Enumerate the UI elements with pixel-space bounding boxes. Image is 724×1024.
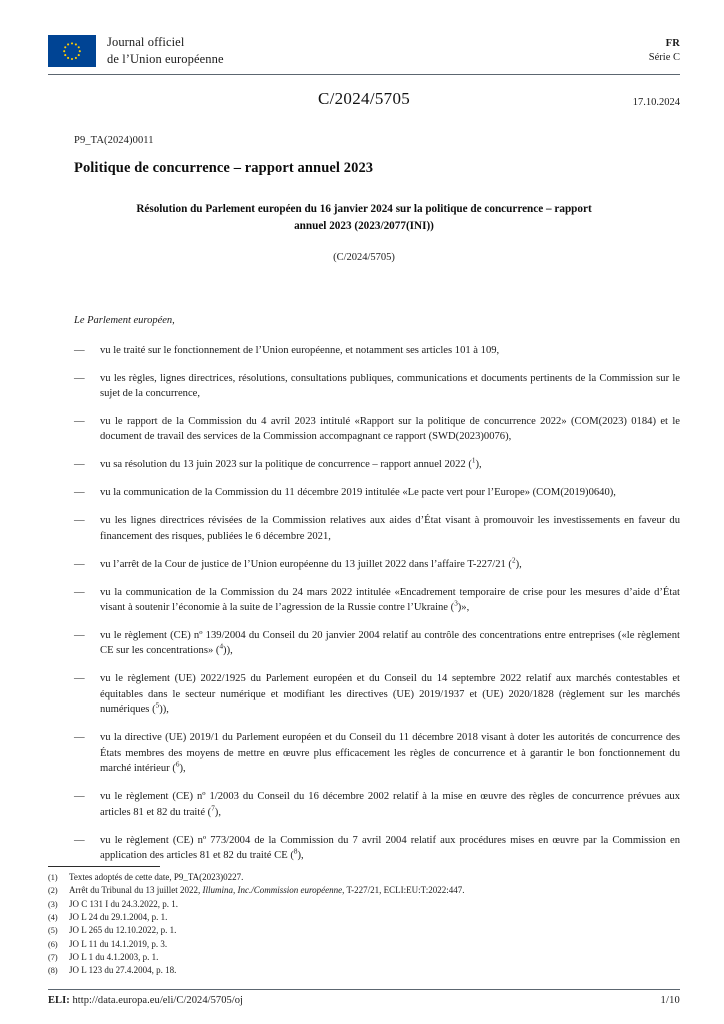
footnote-item: [48, 924, 680, 937]
recital-item: [74, 343, 680, 358]
recital-item: [74, 485, 680, 500]
document-subtitle: [48, 201, 680, 235]
recital-text-tail: ),: [297, 850, 304, 862]
procedure-reference: (C/2024/5705): [333, 251, 395, 263]
recital-text: vu sa résolution du 13 juin 2023 sur la politique de concurrence – rapport annuel 2022 ($^1$),: [100, 456, 482, 471]
footnote-number: (6): [48, 939, 58, 949]
recital-dash: —: [74, 834, 85, 846]
recital-item: [74, 457, 680, 472]
eli-label: ELI:: [48, 995, 73, 1006]
recital-text: vu le rapport de la Commission du 4 avril 2023 intitulé «Rapport sur la politique de concurrence 2022» (COM(2023) 0184) et le document de travail des services de la Commission accompagnant ce rapport (SWD(2023)0076),: [100, 415, 680, 443]
recital-dash: —: [74, 673, 85, 685]
recital-text: vu l’arrêt de la Cour de justice de l’Union européenne du 13 juillet 2022 dans l’affaire T-227/21 ($^2$),: [100, 556, 522, 570]
journal-name-line1: Journal officiel: [107, 35, 185, 49]
footnote-text-pre: Arrêt du Tribunal du 13 juillet 2022,: [69, 885, 203, 896]
footnote-item: [48, 964, 680, 977]
recital-item: [74, 730, 680, 776]
document-date: 17.10.2024: [632, 97, 680, 108]
footnote-text-post: , T-227/21, ECLI:EU:T:2022:447.: [342, 885, 465, 896]
eu-flag-icon: [48, 35, 96, 67]
footnote-marker[interactable]: 1: [471, 456, 476, 465]
footnote-marker[interactable]: 7: [211, 804, 215, 813]
footnote-text: JO L 265 du 12.10.2022, p. 1.: [69, 925, 177, 936]
footnote-marker[interactable]: 6: [175, 760, 180, 769]
footnote-number: (4): [48, 912, 58, 922]
recital-text: vu la communication de la Commission du 24 mars 2022 intitulée «Encadrement temporaire de crise pour les mesures d’aide d’État visant à soutenir l’économie à la suite de l’agression de la Russie contre l’Ukraine ($^3$)»,: [100, 586, 680, 614]
recital-text: vu le traité sur le fonctionnement de l’Union européenne, et notamment ses articles 101 à 109,: [100, 344, 500, 356]
recital-item: [74, 557, 680, 572]
footnote-text: JO L 24 du 29.1.2004, p. 1.: [69, 911, 168, 922]
header-divider: [48, 74, 680, 75]
eli-url[interactable]: http://data.europa.eu/eli/C/2024/5705/oj: [72, 995, 244, 1006]
recital-text: vu le règlement (CE) nº 139/2004 du Conseil du 20 janvier 2004 relatif au contrôle des concentrations entre entreprises («le règlement CE sur les concentrations» ($^4$)),: [100, 630, 680, 657]
footnote-text: JO L 11 du 14.1.2019, p. 3.: [69, 938, 168, 949]
recital-item: [74, 628, 680, 659]
footnote-number: (2): [48, 886, 58, 896]
footnote-number: (5): [48, 926, 58, 936]
footnote-text: Textes adoptés de cette date, P9_TA(2023)0227.: [69, 872, 244, 882]
masthead-branding: [48, 34, 224, 67]
recital-dash: —: [74, 487, 85, 499]
recital-item: [74, 789, 680, 820]
recital-text-tail: ),: [214, 806, 221, 818]
page-content: [48, 34, 680, 1010]
masthead: [48, 34, 680, 71]
recital-text-tail: ),: [475, 459, 482, 471]
footnote-marker[interactable]: 3: [454, 599, 458, 608]
recital-item: [74, 414, 680, 445]
footnote-number: (7): [48, 952, 58, 962]
document-id-row: [48, 89, 680, 109]
recital-text: vu le règlement (CE) nº 773/2004 de la Commission du 7 avril 2004 relatif aux procédures mises en œuvre par la Commission en application des articles 81 et 82 du traité CE ($^8$),: [100, 834, 680, 862]
footnote-item: [48, 871, 680, 884]
footnote-item: [48, 884, 680, 897]
footer-divider: [48, 989, 680, 990]
recital-text: vu le règlement (CE) nº 1/2003 du Conseil du 16 décembre 2002 relatif à la mise en œuvre des règles de concurrence prévues aux articles 81 et 82 du traité ($^7$),: [100, 791, 680, 818]
recital-dash: —: [74, 791, 85, 803]
footnote-item: [48, 938, 680, 951]
footer-row: [48, 995, 680, 1006]
preamble-text: Le Parlement européen,: [74, 314, 175, 326]
recital-list: [74, 343, 680, 864]
document-body: [48, 315, 680, 864]
recital-text-tail: )»,: [457, 602, 470, 614]
recital-item: [74, 585, 680, 616]
footnote-text: JO L 1 du 4.1.2003, p. 1.: [69, 951, 159, 962]
subtitle-line-1: Résolution du Parlement européen du 16 janvier 2024 sur la politique de concurrence – rapport: [136, 203, 592, 215]
recital-dash: —: [74, 630, 85, 642]
footnote-item: [48, 898, 680, 911]
page-footer: [48, 989, 680, 1006]
footnote-case-name: Illumina, Inc./Commission européenne: [202, 885, 343, 896]
footnote-text: JO C 131 I du 24.3.2022, p. 1.: [69, 898, 179, 909]
masthead-meta: [649, 34, 680, 65]
eli-identifier: [48, 995, 243, 1006]
footnote-list: [48, 871, 680, 978]
footnote-marker[interactable]: 5: [155, 701, 160, 710]
footnote-marker[interactable]: 8: [293, 847, 298, 856]
footnote-number: (1): [48, 873, 58, 882]
recital-dash: —: [74, 344, 85, 356]
ta-reference: P9_TA(2024)0011: [74, 135, 154, 146]
recital-text: vu les règles, lignes directrices, résolutions, consultations publiques, communications et documents pertinents de la Commission sur le sujet de la concurrence,: [100, 372, 680, 399]
recital-text: vu le règlement (UE) 2022/1925 du Parlement européen et du Conseil du 14 septembre 2022 relatif aux marchés contestables et équitables dans le secteur numérique et modifiant les directives (UE) 2019/1937 et (UE) 2020/1828 (règlement sur les marchés numériques ($^5$)),: [100, 673, 680, 716]
recital-item: [74, 833, 680, 864]
recital-dash: —: [74, 459, 85, 471]
recital-item: [74, 513, 680, 544]
recital-dash: —: [74, 515, 85, 527]
recital-dash: —: [74, 586, 85, 598]
recital-text: vu la communication de la Commission du 11 décembre 2019 intitulée «Le pacte vert pour l’Europe» (COM(2019)0640),: [100, 487, 616, 499]
footnote-number: (3): [48, 899, 58, 909]
recital-text-tail: )),: [223, 645, 233, 657]
recital-item: [74, 371, 680, 402]
recital-item: [74, 671, 680, 717]
footnote-marker[interactable]: 4: [219, 642, 224, 651]
recital-text-tail: ),: [515, 558, 522, 570]
recital-dash: —: [74, 415, 85, 427]
recital-dash: —: [74, 732, 85, 744]
footnote-text: JO L 123 du 27.4.2004, p. 18.: [69, 965, 177, 976]
recital-text-tail: )),: [159, 704, 169, 716]
footnote-item: [48, 911, 680, 924]
recital-text-tail: ),: [179, 763, 186, 775]
journal-name-line2: de l’Union européenne: [107, 51, 224, 66]
footnote-number: (8): [48, 966, 58, 976]
language-code: FR: [665, 38, 680, 49]
document-id: C/2024/5705: [317, 89, 411, 108]
series-label: Série C: [648, 52, 680, 64]
footnotes-section: [48, 866, 680, 978]
page-title: Politique de concurrence – rapport annuel 2023: [74, 160, 374, 176]
recital-dash: —: [74, 558, 85, 570]
recital-text: vu les lignes directrices révisées de la Commission relatives aux aides d’État visant à promouvoir les investissements en faveur du financement des risques, publiées le 6 décembre 2021,: [100, 515, 680, 542]
page-number: 1/10: [660, 995, 680, 1006]
recital-dash: —: [74, 372, 85, 384]
journal-name: [107, 34, 224, 67]
subtitle-line-2: annuel 2023 (2023/2077(INI)): [294, 219, 434, 232]
footnote-text: [69, 884, 680, 897]
footnote-marker[interactable]: 2: [511, 556, 516, 565]
footnote-item: [48, 951, 680, 964]
recital-text: vu la directive (UE) 2019/1 du Parlement européen et du Conseil du 11 décembre 2018 visant à doter les autorités de concurrence des États membres des moyens de mettre en œuvre plus efficacement les règles de concurrence et à garantir le bon fonctionnement du marché intérieur ($^6$),: [100, 732, 680, 775]
footnote-divider: [48, 866, 160, 867]
